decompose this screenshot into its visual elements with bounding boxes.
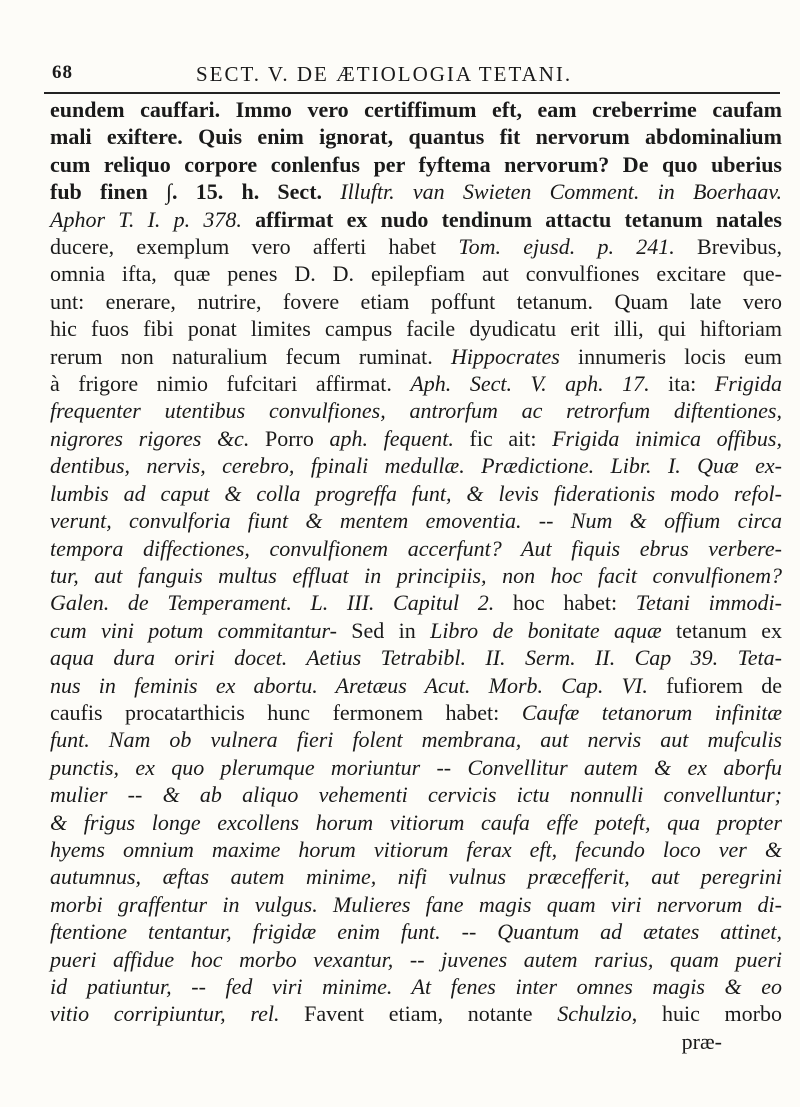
text-segment: Tom. ejusd. p. 241. (458, 234, 675, 260)
text-line (50, 973, 782, 1000)
text-line (50, 1000, 782, 1027)
text-segment: cum reliquo corpore conlenfus per fyftema nervorum? De quo uberius (50, 151, 782, 177)
text-line (50, 452, 782, 479)
text-line (50, 946, 782, 973)
text-segment: fufiorem de (647, 672, 783, 698)
text-segment: autumnus, æftas autem minime, nifi vulnus præcefferit, aut peregrini (50, 864, 782, 890)
text-segment: cum vini potum commitantur- (50, 617, 337, 643)
text-segment: præ- (681, 1028, 722, 1054)
text-segment: Galen. de Temperament. L. III. Capitul 2. (50, 590, 495, 616)
text-line (50, 178, 782, 205)
text-segment: Schulzio (557, 1001, 632, 1027)
text-line (50, 726, 782, 753)
text-segment: hyems omnium maxime horum vitiorum ferax eft, fecundo loco ver & (50, 836, 782, 862)
text-segment: tempora diffectiones, convulfionem accerfunt? Aut fiquis ebrus verbere- (50, 535, 782, 561)
text-line (50, 480, 782, 507)
text-segment: aqua dura oriri docet. Aetius Tetrabibl. II. Serm. II. Cap 39. Teta- (50, 645, 782, 671)
text-segment: caufis procatarthicis hunc fermonem habet: (50, 699, 522, 725)
page-header (46, 62, 780, 90)
text-line (50, 644, 782, 671)
text-segment: à frigore nimio fufcitari affirmat. (50, 371, 411, 397)
text-segment: ftentione tentantur, frigidæ enim funt. -- Quantum ad ætates attinet, (50, 919, 782, 945)
text-segment: innumeris locis eum (559, 343, 782, 369)
text-line (50, 343, 782, 370)
text-line (50, 397, 782, 424)
text-segment: tur, aut fanguis multus effluat in principiis, non hoc facit convulfionem? (50, 562, 782, 588)
header-rule (44, 92, 780, 94)
text-line (50, 315, 782, 342)
text-segment: Caufæ tetanorum infinitæ (521, 699, 782, 725)
text-segment: lumbis ad caput & colla progreffa funt, & levis fiderationis modo refol- (50, 480, 782, 506)
text-segment: Tetani immodi- (635, 590, 782, 616)
text-line (50, 151, 782, 178)
text-line (50, 288, 782, 315)
text-segment: omnia ifta, quæ penes D. D. epilepfiam aut convulfiones excitare que- (50, 261, 782, 287)
text-segment: ita: (649, 371, 715, 397)
text-line (50, 891, 782, 918)
text-line (50, 123, 782, 150)
text-segment: Frigida (714, 371, 783, 397)
text-line (50, 562, 782, 589)
text-segment: nus in feminis ex abortu. Aretæus Acut. Morb. Cap. VI. (50, 672, 648, 698)
text-segment: Porro (249, 425, 330, 451)
text-segment: mulier -- & ab aliquo vehementi cervicis ictu nonnulli convelluntur; (50, 782, 782, 808)
text-segment: rerum non naturalium fecum ruminat. (50, 343, 452, 369)
text-line (50, 1028, 782, 1055)
text-segment: ducere, exemplum vero afferti habet (50, 234, 459, 260)
text-segment: aph. fequent. (329, 425, 454, 451)
text-segment: tetanum ex (661, 617, 782, 643)
text-segment: hoc habet: (494, 590, 636, 616)
text-segment: & frigus longe excollens horum vitiorum caufa effe poteft, qua propter (50, 809, 782, 835)
text-line (50, 507, 782, 534)
text-segment: Aph. Sect. V. aph. 17. (410, 371, 650, 397)
text-line (50, 96, 782, 123)
text-line (50, 836, 782, 863)
text-segment: , huic morbo (631, 1001, 782, 1027)
text-segment: Favent etiam, notante (279, 1001, 558, 1027)
body-text (50, 96, 782, 1055)
text-line (50, 754, 782, 781)
text-line (50, 535, 782, 562)
text-line (50, 918, 782, 945)
text-segment: vitio corripiuntur, rel. (50, 1001, 280, 1027)
text-segment: affirmat ex nudo tendinum attactu tetanum natales (241, 206, 782, 232)
text-line (50, 370, 782, 397)
running-head: SECT. V. DE ÆTIOLOGIA TETANI. (196, 62, 573, 86)
text-segment: dentibus, nervis, cerebro, fpinali medullæ. Prædictione. Libr. I. Quæ ex- (50, 453, 782, 479)
text-segment: verunt, convulforia fiunt & mentem emoventia. -- Num & offium circa (50, 508, 782, 534)
text-segment: Illuftr. van Swieten Comment. in Boerhaav. (340, 179, 782, 205)
text-segment: fic ait: (453, 425, 553, 451)
text-line (50, 206, 782, 233)
text-line (50, 863, 782, 890)
text-line (50, 672, 782, 699)
text-segment: mali exiftere. Quis enim ignorat, quantus fit nervorum abdominalium (50, 124, 782, 150)
text-segment: hic fuos fibi ponat limites campus facile dyudicatu erit illi, qui hiftoriam (50, 316, 782, 342)
text-segment: unt: enerare, nutrire, fovere etiam poffunt tetanum. Quam late vero (50, 288, 782, 314)
text-line (50, 589, 782, 616)
text-segment: punctis, ex quo plerumque moriuntur -- Convellitur autem & ex aborfu (50, 754, 782, 780)
text-line (50, 260, 782, 287)
text-segment: Frigida inimica offibus, (552, 425, 782, 451)
text-segment: morbi graffentur in vulgus. Mulieres fane magis quam viri nervorum di- (50, 891, 782, 917)
text-segment: pueri affidue hoc morbo vexantur, -- juvenes autem rarius, quam pueri (50, 946, 782, 972)
text-line (50, 425, 782, 452)
text-segment: Aphor T. I. p. 378. (50, 206, 242, 232)
text-segment: fub finen ∫. 15. h. Sect. (50, 179, 341, 205)
text-segment: eundem cauffari. Immo vero certiffimum eft, eam creberrime caufam (50, 97, 782, 122)
page-number: 68 (52, 62, 73, 83)
text-line (50, 809, 782, 836)
text-line (50, 233, 782, 260)
text-line (50, 617, 782, 644)
text-segment: nigrores rigores &c. (50, 425, 250, 451)
text-segment: funt. Nam ob vulnera fieri folent membrana, aut nervis aut mufculis (50, 727, 782, 753)
text-segment: frequenter utentibus convulfiones, antrorfum ac retrorfum diftentiones, (50, 398, 782, 424)
text-line (50, 781, 782, 808)
text-segment: Libro de bonitate aquæ (430, 617, 662, 643)
text-segment: id patiuntur, -- fed viri minime. At fenes inter omnes magis & eo (50, 974, 782, 999)
text-segment: Hippocrates (451, 343, 560, 369)
text-segment: Sed in (336, 617, 431, 643)
text-segment: Brevibus, (674, 234, 782, 260)
text-line (50, 699, 782, 726)
